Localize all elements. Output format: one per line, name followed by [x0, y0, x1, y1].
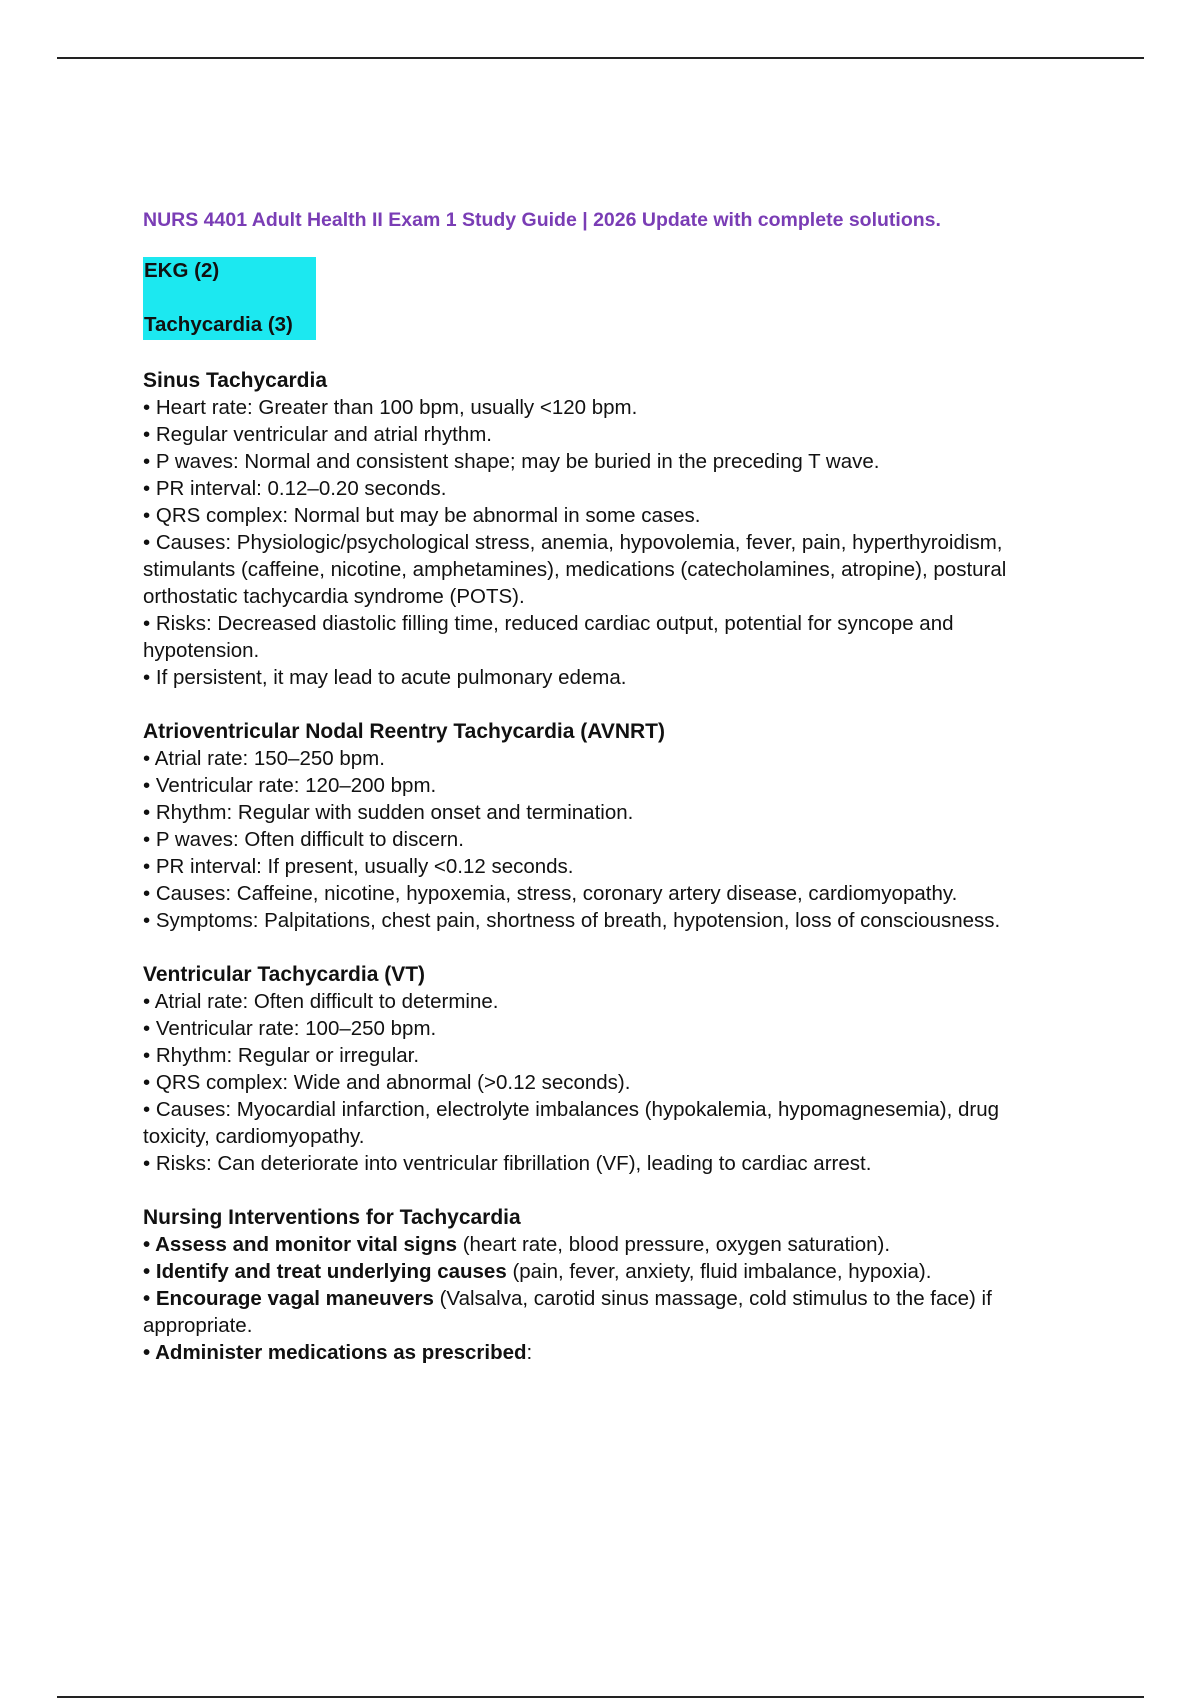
list-item: • Causes: Caffeine, nicotine, hypoxemia, stress, coronary artery disease, cardiomyopathy.	[143, 882, 958, 905]
intervention-lead: Identify and treat underlying causes	[155, 1260, 507, 1283]
page-content	[143, 206, 1063, 1366]
list-item: • QRS complex: Normal but may be abnormal in some cases.	[143, 504, 701, 527]
intervention-lead: Administer medications as prescribed	[155, 1341, 527, 1364]
intervention-detail: (Valsalva, carotid sinus massage, cold stimulus to the face) if appropriate.	[143, 1287, 992, 1337]
section-ventricular-tachycardia	[143, 961, 1063, 1177]
section-title: Sinus Tachycardia	[143, 369, 328, 392]
section-nursing-interventions	[143, 1204, 1063, 1366]
bullet-mark: •	[143, 1341, 156, 1364]
highlight-block	[143, 257, 316, 340]
list-item: • Rhythm: Regular or irregular.	[143, 1044, 420, 1067]
list-item	[143, 1231, 1063, 1258]
heading-ekg: EKG (2)	[144, 259, 220, 282]
bullet-mark: •	[143, 1287, 156, 1310]
list-item: • If persistent, it may lead to acute pulmonary edema.	[143, 666, 627, 689]
bullet-list	[143, 745, 1063, 934]
list-item: • PR interval: 0.12–0.20 seconds.	[143, 477, 447, 500]
list-item	[143, 1339, 1063, 1366]
footer-rule	[57, 1696, 1144, 1698]
list-item: • Ventricular rate: 120–200 bpm.	[143, 774, 437, 797]
list-item: • Causes: Physiologic/psychological stress, anemia, hypovolemia, fever, pain, hyperthyroidism, stimulants (caffeine, nicotine, amphetamines), medications (catecholamines, atropine), postural orthostatic tachycardia syndrome (POTS).	[143, 531, 1007, 608]
bullet-list	[143, 988, 1063, 1177]
list-item: • Atrial rate: Often difficult to determine.	[143, 990, 499, 1013]
list-item: • Rhythm: Regular with sudden onset and termination.	[143, 801, 634, 824]
intervention-lead: Assess and monitor vital signs	[155, 1233, 458, 1256]
list-item: • Risks: Decreased diastolic filling time, reduced cardiac output, potential for syncope and hypotension.	[143, 612, 954, 662]
list-item: • Regular ventricular and atrial rhythm.	[143, 423, 492, 446]
list-item: • P waves: Often difficult to discern.	[143, 828, 464, 851]
list-item: • Atrial rate: 150–250 bpm.	[143, 747, 385, 770]
header-rule	[57, 57, 1144, 59]
section-title: Atrioventricular Nodal Reentry Tachycardia (AVNRT)	[143, 720, 666, 743]
bullet-mark: •	[143, 1260, 156, 1283]
list-item	[143, 1258, 1063, 1285]
intervention-detail: (heart rate, blood pressure, oxygen saturation).	[457, 1233, 891, 1256]
list-item: • P waves: Normal and consistent shape; may be buried in the preceding T wave.	[143, 450, 880, 473]
list-item: • Ventricular rate: 100–250 bpm.	[143, 1017, 437, 1040]
list-item	[143, 1285, 1063, 1339]
list-item: • PR interval: If present, usually <0.12 seconds.	[143, 855, 574, 878]
bullet-list	[143, 394, 1063, 691]
heading-tachycardia: Tachycardia (3)	[144, 313, 293, 336]
list-item: • Heart rate: Greater than 100 bpm, usually <120 bpm.	[143, 396, 638, 419]
list-item: • QRS complex: Wide and abnormal (>0.12 seconds).	[143, 1071, 631, 1094]
bullet-list	[143, 1231, 1063, 1366]
bullet-mark: •	[143, 1233, 156, 1256]
document-title: NURS 4401 Adult Health II Exam 1 Study Guide | 2026 Update with complete solutions.	[143, 209, 941, 231]
section-title: Nursing Interventions for Tachycardia	[143, 1206, 521, 1229]
section-avnrt	[143, 718, 1063, 934]
list-item: • Risks: Can deteriorate into ventricular fibrillation (VF), leading to cardiac arrest.	[143, 1152, 872, 1175]
section-title: Ventricular Tachycardia (VT)	[143, 963, 426, 986]
list-item: • Symptoms: Palpitations, chest pain, shortness of breath, hypotension, loss of consciousness.	[143, 909, 1001, 932]
highlight-spacer	[143, 284, 316, 311]
section-sinus-tachycardia	[143, 367, 1063, 691]
intervention-lead: Encourage vagal maneuvers	[155, 1287, 434, 1310]
intervention-detail: :	[526, 1341, 533, 1364]
list-item: • Causes: Myocardial infarction, electrolyte imbalances (hypokalemia, hypomagnesemia), drug toxicity, cardiomyopathy.	[143, 1098, 1000, 1148]
intervention-detail: (pain, fever, anxiety, fluid imbalance, hypoxia).	[506, 1260, 932, 1283]
